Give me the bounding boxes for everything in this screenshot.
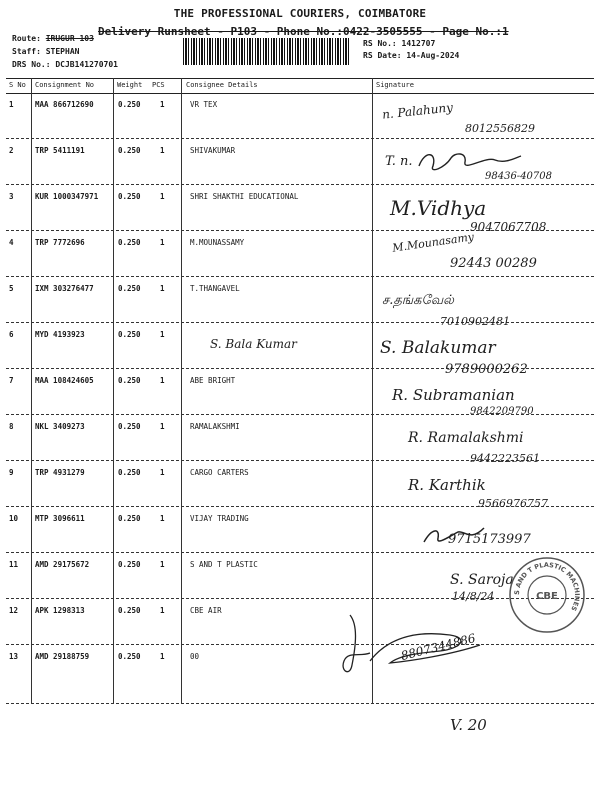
- cell-consignment: AMD 29188759: [35, 652, 90, 661]
- cell-consignee: VIJAY TRADING: [190, 514, 249, 523]
- cell-sno: 11: [9, 560, 19, 569]
- cell-weight: 0.250: [118, 100, 141, 109]
- signature-phone: 9047067708: [470, 220, 547, 234]
- cell-pcs: 1: [160, 192, 165, 201]
- cell-pcs: 1: [160, 376, 165, 385]
- cell-consignee: VR TEX: [190, 100, 218, 109]
- cell-consignment: KUR 1000347971: [35, 192, 99, 201]
- cell-sno: 3: [9, 192, 14, 201]
- signature-phone: 9842209790: [470, 406, 534, 417]
- cell-weight: 0.250: [118, 330, 141, 339]
- cell-consignee: SHIVAKUMAR: [190, 146, 236, 155]
- cell-sno: 13: [9, 652, 19, 661]
- row-separator: [6, 276, 594, 277]
- column-divider: [113, 78, 114, 704]
- barcode: [183, 38, 351, 65]
- staff-value: STEPHAN: [45, 47, 80, 56]
- rs-date-value: 14-Aug-2024: [406, 51, 460, 60]
- cell-sno: 2: [9, 146, 14, 155]
- route-label: Route:: [12, 34, 41, 43]
- signature-name: ச.தங்கவேல்: [382, 293, 454, 308]
- cell-sno: 10: [9, 514, 19, 523]
- cell-consignment: MAA 866712690: [35, 100, 94, 109]
- drs-label: DRS No.:: [12, 60, 51, 69]
- cell-sno: 1: [9, 100, 14, 109]
- signature-initials: T. n.: [385, 154, 413, 169]
- row-separator: [6, 552, 594, 553]
- cell-pcs: 1: [160, 514, 165, 523]
- cell-consignee: T.THANGAVEL: [190, 284, 240, 293]
- table-bottom-rule: [6, 703, 594, 704]
- col-header-sno: S No: [9, 81, 26, 89]
- signature-name: R. Karthik: [408, 476, 486, 494]
- signature-name: S. Saroja: [450, 572, 514, 588]
- signature-phone: 8012556829: [465, 122, 535, 135]
- signature-date: 14/8/24: [452, 590, 495, 603]
- cell-weight: 0.250: [118, 238, 141, 247]
- cell-consignee: CBE AIR: [190, 606, 222, 615]
- cell-pcs: 1: [160, 146, 165, 155]
- signature-name: M.Mounasamy: [391, 230, 475, 255]
- cell-consignment: NKL 3409273: [35, 422, 85, 431]
- cell-consignment: IXM 303276477: [35, 284, 94, 293]
- cell-weight: 0.250: [118, 560, 141, 569]
- cell-consignee: CARGO CARTERS: [190, 468, 249, 477]
- signature-name: R. Subramanian: [392, 386, 515, 404]
- cell-consignee: M.MOUNASSAMY: [190, 238, 245, 247]
- signature-phone: 8807344886: [399, 630, 477, 664]
- drs-value: DCJB141270701: [55, 60, 118, 69]
- cell-consignment: APK 1298313: [35, 606, 85, 615]
- cell-consignment: TRP 7772696: [35, 238, 85, 247]
- rs-date-label: RS Date:: [363, 51, 402, 60]
- route-line: [12, 34, 94, 43]
- cell-weight: 0.250: [118, 284, 141, 293]
- cell-consignee: 00: [190, 652, 200, 661]
- signature-phone: 98436-40708: [485, 171, 553, 182]
- cell-consignment: AMD 29175672: [35, 560, 90, 569]
- drs-line: [12, 60, 118, 69]
- handwritten-consignee: S. Bala Kumar: [210, 337, 297, 351]
- column-divider: [31, 78, 32, 704]
- runsheet-title: Delivery Runsheet - P103 - Phone No.:0422-3505555 - Page No.:1: [98, 25, 509, 38]
- cell-weight: 0.250: [118, 146, 141, 155]
- cell-consignment: TRP 4931279: [35, 468, 85, 477]
- signature-phone: 7010902481: [440, 315, 510, 328]
- col-header-weight: Weight: [117, 81, 143, 89]
- rs-date-line: [363, 51, 459, 60]
- cell-pcs: 1: [160, 238, 165, 247]
- table-header-rule: [6, 93, 594, 94]
- svg-text:S AND T PLASTIC MACHINES: [513, 561, 581, 613]
- cell-consignment: MTP 3096611: [35, 514, 85, 523]
- cell-consignment: TRP 5411191: [35, 146, 85, 155]
- col-header-signature: Signature: [376, 81, 414, 89]
- seal-center-text: CBE: [536, 591, 558, 602]
- col-header-pcs: PCS: [152, 81, 165, 89]
- company-name: THE PROFESSIONAL COURIERS, COIMBATORE: [173, 7, 427, 20]
- column-divider: [181, 78, 182, 704]
- cell-consignment: MAA 108424605: [35, 376, 94, 385]
- cell-pcs: 1: [160, 422, 165, 431]
- rs-no-label: RS No.:: [363, 39, 397, 48]
- cell-pcs: 1: [160, 330, 165, 339]
- cell-sno: 12: [9, 606, 19, 615]
- cell-pcs: 1: [160, 468, 165, 477]
- cell-consignee: S AND T PLASTIC: [190, 560, 258, 569]
- cell-consignee: ABE BRIGHT: [190, 376, 236, 385]
- cell-weight: 0.250: [118, 514, 141, 523]
- signature-name: M.Vidhya: [390, 196, 487, 220]
- rs-number-line: [363, 39, 435, 48]
- cell-consignee: RAMALAKSHMI: [190, 422, 240, 431]
- table-top-rule: [6, 78, 594, 79]
- seal-ring-text: S AND T PLASTIC MACHINES: [512, 560, 582, 613]
- cell-weight: 0.250: [118, 652, 141, 661]
- signature-name: S. Balakumar: [380, 338, 496, 358]
- cell-sno: 8: [9, 422, 14, 431]
- cell-pcs: 1: [160, 100, 165, 109]
- col-header-consignee: Consignee Details: [186, 81, 258, 89]
- cell-weight: 0.250: [118, 376, 141, 385]
- staff-label: Staff:: [12, 47, 41, 56]
- cell-sno: 5: [9, 284, 14, 293]
- cell-pcs: 1: [160, 560, 165, 569]
- cell-consignment: MYD 4193923: [35, 330, 85, 339]
- company-seal: [507, 555, 587, 635]
- cell-pcs: 1: [160, 606, 165, 615]
- cell-pcs: 1: [160, 284, 165, 293]
- staff-line: [12, 47, 79, 56]
- handwritten-note: V. 20: [450, 716, 487, 734]
- row-separator: [6, 184, 594, 185]
- signature-phone: 9789000262: [445, 362, 528, 377]
- signature-phone: 9566976757: [478, 497, 548, 510]
- cell-sno: 7: [9, 376, 14, 385]
- signature-phone: 9715173997: [448, 532, 531, 547]
- cell-pcs: 1: [160, 652, 165, 661]
- row-separator: [6, 598, 594, 599]
- cell-weight: 0.250: [118, 606, 141, 615]
- signature-name: R. Ramalakshmi: [408, 430, 524, 446]
- signature-phone: 9442223561: [470, 452, 540, 465]
- col-header-consignment: Consignment No: [35, 81, 95, 89]
- signature-phone: 92443 00289: [450, 256, 537, 271]
- cell-weight: 0.250: [118, 468, 141, 477]
- cell-consignee: SHRI SHAKTHI EDUCATIONAL: [190, 192, 299, 201]
- rs-no-value: 1412707: [401, 39, 436, 48]
- route-value: IRUGUR 103: [45, 34, 94, 43]
- row-separator: [6, 138, 594, 139]
- cell-sno: 6: [9, 330, 14, 339]
- cell-sno: 9: [9, 468, 14, 477]
- cell-weight: 0.250: [118, 192, 141, 201]
- cell-weight: 0.250: [118, 422, 141, 431]
- cell-sno: 4: [9, 238, 14, 247]
- signature-name: n. Palahuny: [381, 100, 454, 122]
